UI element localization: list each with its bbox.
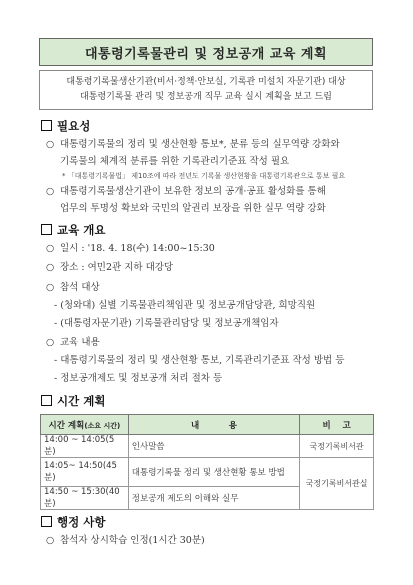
header-content: 내 용 — [128, 415, 299, 435]
schedule-table — [40, 414, 374, 510]
square-bullet-icon — [41, 120, 52, 131]
intro-box — [39, 70, 373, 110]
table-row: 14:50 ~ 15:30(40분) 정보공개 제도의 이해와 실무 — [41, 487, 374, 510]
header-note: 비 고 — [300, 415, 374, 435]
table-row: 14:00 ~ 14:05(5분) 인사말씀 국정기록비서관 — [41, 435, 374, 458]
overview-attendee-2: - (대통령자문기관) 기록물관리담당 및 정보공개책임자 — [54, 318, 279, 329]
document-title: 대통령기록물관리 및 정보공개 교육 계획 — [39, 38, 373, 66]
overview-content: ○ 교육 내용 — [46, 337, 100, 348]
section-heading-overview: 교육 개요 — [41, 222, 105, 238]
square-bullet-icon — [41, 224, 52, 235]
overview-content-2: - 정보공개제도 및 정보공개 처리 절차 등 — [54, 373, 223, 384]
overview-place: ○ 장소 : 여민2관 지하 대강당 — [46, 262, 174, 273]
overview-attendees: ○ 참석 대상 — [46, 282, 100, 293]
necessity-item-1-cont: 기록물의 체계적 분류를 위한 기록관리기준표 작성 필요 — [60, 156, 290, 167]
intro-line-2: 대통령기록물 관리 및 정보공개 직무 교육 실시 계획을 보고 드림 — [80, 92, 332, 102]
section-heading-admin: 행정 사항 — [41, 514, 105, 530]
table-row: 14:05~ 14:50(45분) 대통령기록물 정리 및 생산현황 통보 방법 국정기록비서관실 — [41, 458, 374, 487]
necessity-item-2: ○ 대통령기록물생산기관이 보유한 정보의 공개·공표 활성화를 통해 — [46, 186, 326, 197]
admin-item-1: ○ 참석자 상시학습 인정(1시간 30분) — [46, 535, 205, 546]
overview-attendee-1: - (청와대) 실별 기록물관리책임관 및 정보공개담당관, 희망직원 — [54, 300, 316, 311]
intro-line-1: 대통령기록물생산기관(비서·정책·안보실, 기록관 미설치 자문기관) 대상 — [66, 77, 346, 87]
schedule-header-row — [41, 415, 374, 435]
section-heading-schedule: 시간 계획 — [41, 393, 105, 409]
necessity-item-2-cont: 업무의 투명성 확보와 국민의 알권리 보장을 위한 실무 역량 강화 — [60, 203, 326, 214]
square-bullet-icon — [41, 395, 52, 406]
header-time: 시간 계획(소요 시간) — [41, 415, 129, 435]
necessity-footnote: * 「대통령기록물법」 제10조에 따라 전년도 기록물 생산현황을 대통령기록관으로 통보 필요 — [62, 172, 346, 180]
necessity-item-1: ○ 대통령기록물의 정리 및 생산현황 통보*, 분류 등의 실무역량 강화와 — [46, 139, 340, 150]
overview-content-1: - 대통령기록물의 정리 및 생산현황 통보, 기록관리기준표 작성 방법 등 — [54, 355, 345, 366]
section-heading-necessity: 필요성 — [41, 118, 90, 134]
overview-date: ○ 일시 : '18. 4. 18(수) 14:00~15:30 — [46, 243, 215, 254]
square-bullet-icon — [41, 516, 52, 527]
